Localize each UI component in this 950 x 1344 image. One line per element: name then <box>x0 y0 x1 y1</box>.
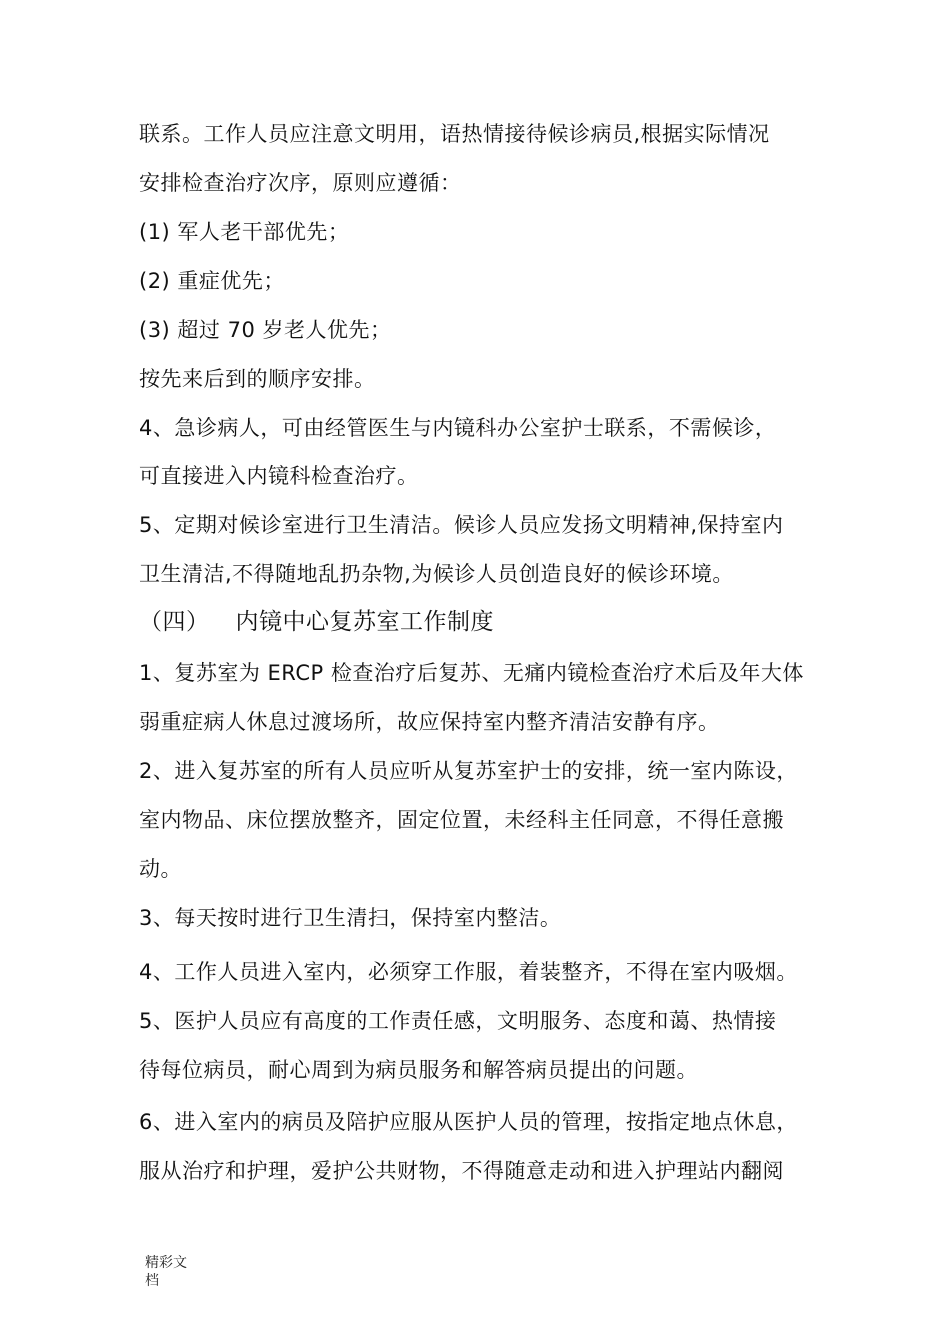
section-heading <box>139 607 494 637</box>
text-line: 卫生清洁,不得随地乱扔杂物,为候诊人员创造良好的候诊环境。 <box>139 562 734 586</box>
section-heading-title: 内镜中心复苏室工作制度 <box>235 609 494 635</box>
text-line: 3、每天按时进行卫生清扫，保持室内整洁。 <box>139 906 562 930</box>
text-line: 4、工作人员进入室内，必须穿工作服，着装整齐，不得在室内吸烟。 <box>139 960 798 984</box>
text-line: (3) 超过 70 岁老人优先； <box>139 318 392 342</box>
text-line: 安排检查治疗次序，原则应遵循： <box>139 171 462 195</box>
text-line: 1、复苏室为 ERCP 检查治疗后复苏、无痛内镜检查治疗术后及年大体 <box>139 661 804 685</box>
text-line: 6、进入室内的病员及陪护应服从医护人员的管理，按指定地点休息， <box>139 1110 798 1134</box>
text-line: (1) 军人老干部优先； <box>139 220 350 244</box>
text-line: (2) 重症优先； <box>139 269 285 293</box>
text-line: 服从治疗和护理，爱护公共财物，不得随意走动和进入护理站内翻阅 <box>139 1159 784 1183</box>
footer-line: 档 <box>145 1273 159 1289</box>
text-line: 可直接进入内镜科检查治疗。 <box>139 464 419 488</box>
text-line: 4、急诊病人，可由经管医生与内镜科办公室护士联系，不需候诊， <box>139 416 777 440</box>
text-line: 联系。工作人员应注意文明用，语热情接待候诊病员,根据实际情况 <box>139 122 770 146</box>
text-line: 室内物品、床位摆放整齐，固定位置，未经科主任同意，不得任意搬 <box>139 808 784 832</box>
footer-watermark <box>145 1254 205 1290</box>
text-line: 按先来后到的顺序安排。 <box>139 367 376 391</box>
text-line: 2、进入复苏室的所有人员应听从复苏室护士的安排，统一室内陈设， <box>139 759 798 783</box>
section-heading-number: （四） <box>139 609 210 635</box>
text-line: 5、医护人员应有高度的工作责任感，文明服务、态度和蔼、热情接 <box>139 1009 777 1033</box>
text-line: 待每位病员，耐心周到为病员服务和解答病员提出的问题。 <box>139 1058 698 1082</box>
text-line: 5、定期对候诊室进行卫生清洁。候诊人员应发扬文明精神,保持室内 <box>139 513 784 537</box>
text-line: 动。 <box>139 857 182 881</box>
text-line: 弱重症病人休息过渡场所，故应保持室内整齐清洁安静有序。 <box>139 710 720 734</box>
footer-line: 精彩文 <box>145 1255 187 1271</box>
